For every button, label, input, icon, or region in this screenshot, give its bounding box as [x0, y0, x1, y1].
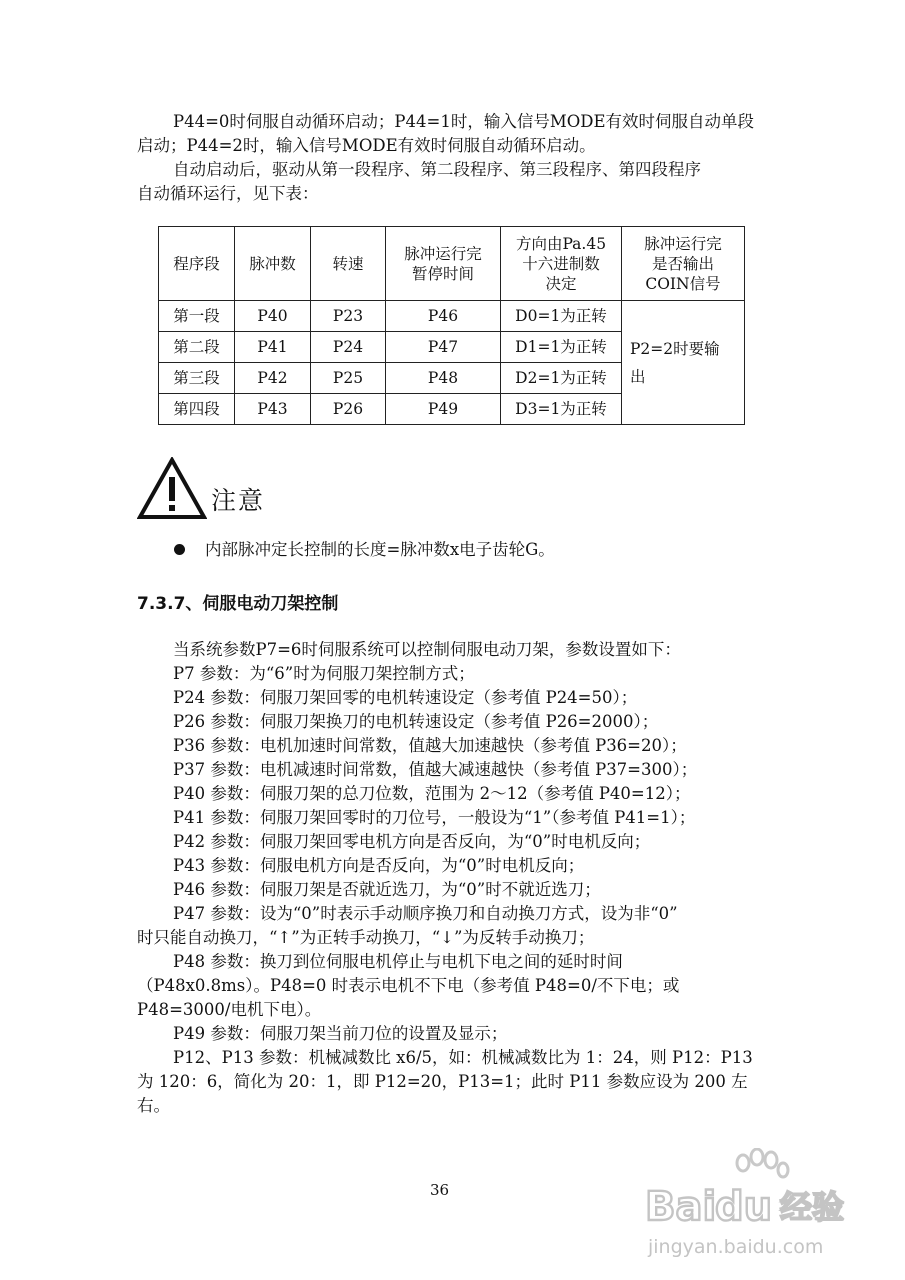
section-line: P12、P13 参数：机械减数比 x6/5，如：机械减数比为 1：24，则 P12：P13 [173, 1048, 753, 1067]
section-line: P48=3000/电机下电）。 [137, 1000, 322, 1019]
table-row [159, 301, 745, 332]
section-line: P24 参数：伺服刀架回零的电机转速设定（参考值 P24=50）； [173, 688, 638, 707]
watermark-brand: Bai [645, 1184, 717, 1230]
watermark-du: du [715, 1184, 773, 1230]
section-line: P36 参数：电机加速时间常数，值越大加速越快（参考值 P36=20）； [173, 736, 687, 755]
table-cell: P24 [311, 332, 386, 363]
table-cell: P46 [386, 301, 501, 332]
baidu-jingyan-watermark [640, 1148, 890, 1268]
table-cell: 第二段 [159, 332, 235, 363]
table-cell: D2=1为正转 [501, 363, 622, 394]
section-line: 右。 [137, 1096, 170, 1115]
table-cell: P40 [235, 301, 311, 332]
header-direction: 方向由Pa.45 十六进制数 决定 [501, 227, 622, 301]
section-line: 当系统参数P7=6时伺服系统可以控制伺服电动刀架，参数设置如下： [173, 640, 681, 659]
section-line: P26 参数：伺服刀架换刀的电机转速设定（参考值 P26=2000）； [173, 712, 659, 731]
table-cell: P23 [311, 301, 386, 332]
intro-line-4: 自动循环运行，见下表： [137, 184, 319, 203]
table-cell: 第一段 [159, 301, 235, 332]
table-cell: 第四段 [159, 394, 235, 425]
table-cell: D1=1为正转 [501, 332, 622, 363]
section-line: （P48x0.8ms）。P48=0 时表示电机不下电（参考值 P48=0/不下电；或 [137, 976, 680, 995]
header-segment: 程序段 [159, 227, 235, 301]
table-cell: P48 [386, 363, 501, 394]
warning-title: 注意 [211, 486, 266, 515]
section-heading: 7.3.7、伺服电动刀架控制 [137, 594, 339, 614]
table-cell: D0=1为正转 [501, 301, 622, 332]
table-cell: 第三段 [159, 363, 235, 394]
warning-bullet-text: 内部脉冲定长控制的长度=脉冲数x电子齿轮G。 [205, 540, 555, 559]
bullet-dot [174, 544, 185, 555]
section-line: P43 参数：伺服电机方向是否反向，为“0”时电机反向； [173, 856, 585, 875]
warning-triangle-icon [137, 457, 207, 521]
table-cell: P49 [386, 394, 501, 425]
page-number: 36 [430, 1181, 450, 1199]
intro-line-1: P44=0时伺服自动循环启动；P44=1时，输入信号MODE有效时伺服自动单段 [173, 112, 755, 131]
section-line: P47 参数：设为“0”时表示手动顺序换刀和自动换刀方式，设为非“0” [173, 904, 678, 923]
section-line: 为 120：6，简化为 20：1，即 P12=20，P13=1；此时 P11 参数应设为 200 左 [137, 1072, 748, 1091]
header-pause-time: 脉冲运行完 暂停时间 [386, 227, 501, 301]
program-segment-table [158, 226, 745, 425]
section-line: P49 参数：伺服刀架当前刀位的设置及显示； [173, 1024, 508, 1043]
header-pulse-count: 脉冲数 [235, 227, 311, 301]
intro-line-3: 自动启动后，驱动从第一段程序、第二段程序、第三段程序、第四段程序 [173, 160, 701, 179]
table-cell: D3=1为正转 [501, 394, 622, 425]
table-cell: P26 [311, 394, 386, 425]
table-header-row [159, 227, 745, 301]
section-line: P7 参数：为“6”时为伺服刀架控制方式； [173, 664, 475, 683]
table-cell: P41 [235, 332, 311, 363]
table-cell: P25 [311, 363, 386, 394]
section-line: P48 参数：换刀到位伺服电机停止与电机下电之间的延时时间 [173, 952, 623, 971]
watermark-url: jingyan.baidu.com [648, 1236, 824, 1258]
section-line: P41 参数：伺服刀架回零时的刀位号，一般设为“1”（参考值 P41=1）； [173, 808, 696, 827]
header-speed: 转速 [311, 227, 386, 301]
coin-output-merged-cell: P2=2时要输 出 [622, 301, 745, 425]
table-cell: P47 [386, 332, 501, 363]
section-line: P46 参数：伺服刀架是否就近选刀，为“0”时不就近选刀； [173, 880, 601, 899]
section-line: P40 参数：伺服刀架的总刀位数，范围为 2～12（参考值 P40=12）； [173, 784, 691, 803]
intro-line-2: 启动；P44=2时，输入信号MODE有效时伺服自动循环启动。 [137, 136, 596, 155]
section-line: P37 参数：电机减速时间常数，值越大减速越快（参考值 P37=300）； [173, 760, 698, 779]
header-coin-output: 脉冲运行完 是否输出 COIN信号 [622, 227, 745, 301]
table-cell: P43 [235, 394, 311, 425]
watermark-brand-cn: 经验 [780, 1188, 845, 1226]
section-line: 时只能自动换刀，“↑”为正转手动换刀，“↓”为反转手动换刀； [137, 928, 595, 947]
section-line: P42 参数：伺服刀架回零电机方向是否反向，为“0”时电机反向； [173, 832, 651, 851]
table-cell: P42 [235, 363, 311, 394]
